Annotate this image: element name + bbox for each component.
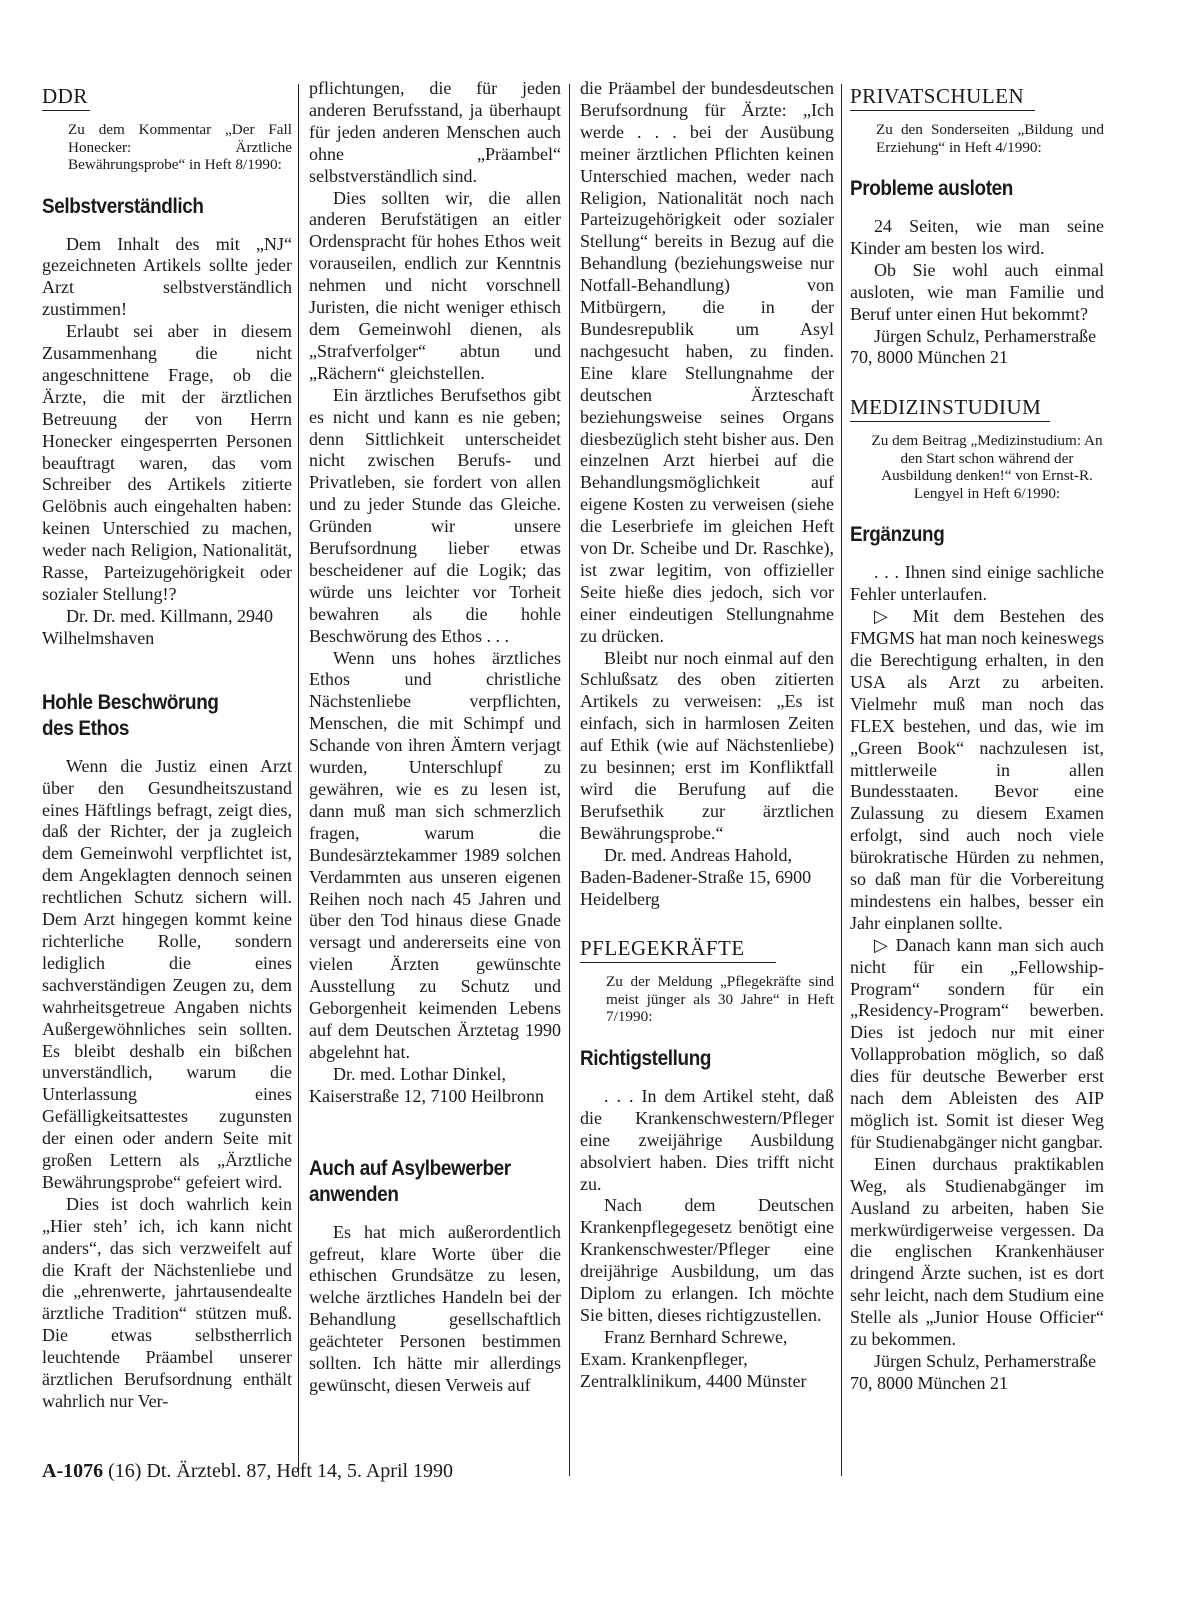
letter-headline: Ergänzung xyxy=(850,523,945,547)
letter-headline: Auch auf Asylbewerber anwenden xyxy=(309,1156,511,1206)
column-rule xyxy=(841,84,842,1476)
signature: Jürgen Schulz, Perhamerstraße 70, 8000 München 21 xyxy=(850,1350,1097,1393)
section-heading-privatschulen: PRIVATSCHULEN xyxy=(850,84,1035,111)
paragraph: . . . Ihnen sind einige sachliche Fehler unterlaufen. xyxy=(850,562,1104,605)
paragraph: . . . In dem Artikel steht, daß die Krankenschwestern/Pfleger eine zweijährige Ausbildung absolviert haben. Dies trifft nicht zu. xyxy=(580,1085,834,1194)
paragraph: Es hat mich außerordentlich gefreut, klare Worte über die ethischen Grundsätze zu lesen, welche ärztliches Handeln bei der Behandlung gesellschaftlich geächteter Personen bestimmen sollten. Ich hätte mir allerdings gewünscht, diesen Verweis auf xyxy=(309,1221,561,1395)
paragraph: Wenn uns hohes ärztliches Ethos und christliche Nächstenliebe verpflichten, Menschen, die mit Schimpf und Schande von ihren Ämtern verjagt wurden, Unterschlupf zu gewähren, wie es zu lesen ist, dann muß man sich schmerzlich fragen, warum die Bundesärztekammer 1989 solchen Verdammten aus unseren eigenen Reihen noch nach 45 Jahren und über den Tod hinaus diese Gnade versagt und andererseits eine von vielen Ärzten gewünschte Ausstellung zu Schutz und Geborgenheit keimenden Lebens auf dem Deutschen Ärztetag 1990 abgelehnt hat. xyxy=(309,647,561,1062)
paragraph: Dem Inhalt des mit „NJ“ gezeichneten Artikels sollte jeder Arzt selbstverständlich zustimmen! xyxy=(42,233,292,320)
paragraph: 24 Seiten, wie man seine Kinder am besten los wird. xyxy=(850,216,1104,258)
paragraph: Einen durchaus praktikablen Weg, als Studienabgänger im Ausland zu arbeiten, haben Sie merkwürdigerweise vergessen. Da die englischen Krankenhäuser dringend Ärzte suchen, ist es dort sehr leicht, nach dem Studium eine Stelle als „Junior House Officier“ zu bekommen. xyxy=(850,1153,1104,1350)
paragraph: Erlaubt sei aber in diesem Zusammenhang die nicht angeschnittene Frage, ob die Ärzte, die mit der ärztlichen Betreuung der von Herrn Honecker eingesperrten Personen beauftragt waren, das vom Schreiber des Artikels zitierte Gelöbnis auch eingehalten haben: keinen Unterschied zu machen, weder nach Religion, Nationalität, Rasse, Parteizugehörigkeit oder sozialer Stellung!? xyxy=(42,321,292,604)
paragraph: ▷ Danach kann man sich auch nicht für ein „Fellowship-Program“ sondern für ein „Residency-Program“ bewerben. Dies ist jedoch nur mit einer Vollapprobation möglich, so daß dies für deutsche Bewerber erst nach dem Ableisten des AIP möglich ist. Somit ist dieser Weg für Studienabgänger nicht gangbar. xyxy=(850,934,1104,1152)
signature: Dr. med. Andreas Hahold, Baden-Badener-Straße 15, 6900 Heidelberg xyxy=(580,844,812,909)
paragraph: Bleibt nur noch einmal auf den Schlußsatz des oben zitierten Artikels zu verweisen: „Es ist einfach, sich in harmlosen Zeiten auf Ethik (wie auf Nächstenliebe) zu besinnen; erst im Konfliktfall wird die Berufung auf die Berufsethik zur ärztlichen Bewährungsprobe.“ xyxy=(580,647,834,843)
signature: Franz Bernhard Schrewe, Exam. Krankenpfleger, Zentralklinikum, 4400 Münster xyxy=(580,1326,807,1391)
paragraph: Ob Sie wohl auch einmal ausloten, wie man Familie und Beruf unter einen Hut bekommt? xyxy=(850,259,1104,324)
reference-note: Zu der Meldung „Pflegekräfte sind meist jünger als 30 Jahre“ in Heft 7/1990: xyxy=(606,973,834,1026)
letter-headline: Hohle Beschwörung des Ethos xyxy=(42,690,219,740)
page-number: A-1076 xyxy=(42,1460,104,1482)
section-heading-ddr: DDR xyxy=(42,84,90,111)
paragraph: ▷ Mit dem Bestehen des FMGMS hat man noch keineswegs die Berechtigung erhalten, in den USA als Arzt zu arbeiten. Vielmehr muß man noch das FLEX bestehen, und das, wie im „Green Book“ nachzulesen ist, mittlerweile in allen Bundesstaaten. Bevor eine Zulassung zu diesem Examen erfolgt, sind auch noch viele bürokratische Hürden zu nehmen, so daß man für die Vorbereitung mindestens ein halbes, besser ein Jahr einplanen sollte. xyxy=(850,606,1104,933)
letter-headline: Probleme ausloten xyxy=(850,177,1013,200)
column-rule xyxy=(298,84,299,1476)
letter-headline: Richtigstellung xyxy=(580,1046,712,1070)
signature: Jürgen Schulz, Perhamerstraße 70, 8000 München 21 xyxy=(850,325,1097,368)
paragraph: die Präambel der bundesdeutschen Berufsordnung für Ärzte: „Ich werde . . . bei der Ausübung meiner ärztlichen Pflichten keinen Unterschied machen, weder nach Religion, Nationalität noch nach Parteizugehörigkeit oder sozialer Stellung“ bereits in Bezug auf die Behandlung (beziehungsweise nur Notfall-Behandlung) von Mitbürgern, die in der Bundesrepublik um Asyl nachgesucht haben, zu finden. Eine klare Stellungnahme der deutschen Ärzteschaft beziehungsweise seines Organs diesbezüglich steht bisher aus. Den einzelnen Arzt hierbei auf die Behandlungsmöglichkeit auf eigene Kosten zu verweisen (siehe die Leserbriefe im gleichen Heft von Dr. Scheibe und Dr. Raschke), ist zwar legitim, von offizieller Seite hieße dies jedoch, sich vor einer eindeutigen Stellungnahme zu drücken. xyxy=(580,78,834,646)
letter-headline: Selbstverständlich xyxy=(42,194,204,218)
section-heading-medizinstudium: MEDIZINSTUDIUM xyxy=(850,395,1050,422)
column-4 xyxy=(850,78,1104,1395)
column-rule xyxy=(569,84,570,1476)
paragraph: Ein ärztliches Berufsethos gibt es nicht und kann es nie geben; denn Sittlichkeit unterscheidet nicht zwischen Berufs- und Privatleben, sie fordert von allen und zu jeder Stunde das Gleiche. Gründen wir unsere Berufsordnung lieber etwas bescheidener auf die Logik; das würde uns leichter vor Torheit bewahren als die hohle Beschwörung des Ethos . . . xyxy=(309,384,561,646)
reference-note: Zu den Sonderseiten „Bildung und Erziehung“ in Heft 4/1990: xyxy=(876,121,1104,156)
paragraph: pflichtungen, die für jeden anderen Berufsstand, ja überhaupt für jeden anderen Menschen auch ohne „Präambel“ selbstverständlich sind. xyxy=(309,78,561,186)
paragraph: Nach dem Deutschen Krankenpflegegesetz benötigt eine Krankenschwester/Pfleger eine dreijährige Ausbildung, um das Diplom zu erlangen. Ich möchte Sie bitten, dieses richtigzustellen. xyxy=(580,1195,834,1325)
reference-note: Zu dem Kommentar „Der Fall Honecker: Ärztliche Bewährungsprobe“ in Heft 8/1990: xyxy=(68,121,292,173)
section-heading-pflegekraefte: PFLEGEKRÄFTE xyxy=(580,936,776,963)
signature: Dr. Dr. med. Killmann, 2940 Wilhelmshaven xyxy=(42,605,273,648)
reference-note: Zu dem Beitrag „Medizinstudium: An den Start schon während der Ausbildung denken!“ von Ernst-R. Lengyel in Heft 6/1990: xyxy=(871,432,1103,502)
column-1 xyxy=(42,78,292,1413)
paragraph: Dies sollten wir, die allen anderen Berufstätigen an eitler Ordenspracht für hohes Ethos weit vorauseilen, endlich zur Kenntnis nehmen und nicht vorschnell Juristen, die nicht weniger ethisch dem Gemeinwohl dienen, als „Strafverfolger“ abtun und „Rächern“ gleichstellen. xyxy=(309,187,561,383)
column-2 xyxy=(309,78,561,1397)
column-3 xyxy=(580,78,834,1393)
footer-citation: (16) Dt. Ärztebl. 87, Heft 14, 5. April 1990 xyxy=(108,1460,454,1482)
paragraph: Wenn die Justiz einen Arzt über den Gesundheitszustand eines Häftlings befragt, zeigt dies, daß der Richter, der ja zugleich dem Gemeinwohl verpflichtet ist, dem Angeklagten dennoch seinen rechtlichen Schutz sichern will. Dem Arzt hingegen kommt keine richterliche Rolle, sondern lediglich die eines sachverständigen Zeugen zu, dem wahrheitsgetreue Angaben nichts Außergewöhnliches sein sollten. Es bleibt deshalb ein bißchen unverständlich, warum die Unterlassung eines Gefälligkeitsattestes zugunsten der einen oder andern Seite mit großen Lettern als „Ärztliche Bewährungsprobe“ gefeiert wird. xyxy=(42,755,292,1192)
signature: Dr. med. Lothar Dinkel, Kaiserstraße 12, 7100 Heilbronn xyxy=(309,1063,544,1106)
paragraph: Dies ist doch wahrlich kein „Hier steh’ ich, ich kann nicht anders“, das sich verzweifelt auf die Kraft der Nächstenliebe und die „ehrenwerte, jahrtausendealte ärztliche Tradition“ stützen muß. Die etwas selbstherrlich leuchtende Präambel unserer ärztlichen Berufsordnung enthält wahrlich nur Ver- xyxy=(42,1193,292,1411)
page-footer xyxy=(42,1459,453,1483)
